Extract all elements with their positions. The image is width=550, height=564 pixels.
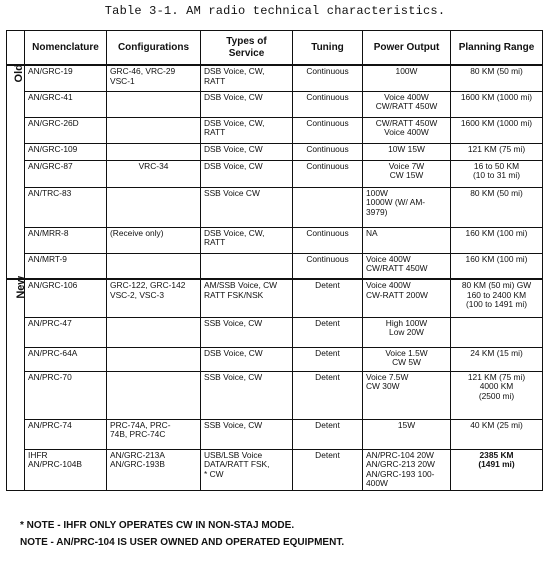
cell-config <box>107 253 201 279</box>
cell-line: 121 KM (75 mi) <box>467 143 526 154</box>
cell-config <box>107 187 201 227</box>
cell-line: 80 KM (50 mi) GW <box>461 280 532 290</box>
cell-line: Continuous <box>306 143 349 154</box>
cell-power <box>363 279 451 317</box>
cell-line: Continuous <box>306 91 349 102</box>
cell-line: Voice 7W <box>388 160 425 171</box>
cell-line: AN/GRC-109 <box>28 143 78 154</box>
cell-tuning <box>293 371 363 419</box>
cell-range <box>451 117 543 143</box>
table-row <box>7 419 543 449</box>
cell-config <box>107 317 201 347</box>
cell-line: (Receive only) <box>110 227 164 238</box>
cell-tuning <box>293 449 363 491</box>
cell-line: SSB Voice, CW <box>204 419 263 430</box>
note-ihfr: * NOTE - IHFR ONLY OPERATES CW IN NON-STAJ MODE. <box>20 520 295 531</box>
cell-line: AN/PRC-47 <box>28 317 72 328</box>
cell-config <box>107 371 201 419</box>
cell-service <box>201 227 293 253</box>
cell-line: 10W 15W <box>388 143 425 154</box>
table-row <box>7 227 543 253</box>
cell-tuning <box>293 143 363 160</box>
cell-line: 100W <box>395 66 418 76</box>
header-tuning: Tuning <box>293 31 363 66</box>
cell-range <box>451 65 543 91</box>
cell-line: AN/MRT-9 <box>28 253 67 264</box>
cell-line: Continuous <box>306 117 349 128</box>
cell-config <box>107 91 201 117</box>
cell-range <box>451 347 543 371</box>
cell-nom <box>25 347 107 371</box>
table-title: Table 3-1. AM radio technical characteristics. <box>104 4 446 18</box>
cell-line: DSB Voice, CW, <box>204 117 265 128</box>
cell-service <box>201 91 293 117</box>
header-nomenclature: Nomenclature <box>25 31 107 66</box>
header-types-line2: Service <box>228 47 265 59</box>
cell-nom <box>25 117 107 143</box>
cell-tuning <box>293 91 363 117</box>
table-row <box>7 253 543 279</box>
cell-line: PRC-74A, PRC- <box>110 419 171 430</box>
cell-line: Continuous <box>306 160 349 171</box>
cell-line: 40 KM (25 mi) <box>470 419 523 430</box>
cell-line: SSB Voice CW <box>204 187 260 198</box>
cell-nom <box>25 187 107 227</box>
cell-service <box>201 160 293 187</box>
cell-line: Continuous <box>306 253 349 264</box>
cell-power <box>363 227 451 253</box>
cell-line: NA <box>366 227 378 238</box>
cell-line: Voice 7.5W <box>366 371 409 382</box>
cell-line: 24 KM (15 mi) <box>470 347 523 358</box>
cell-tuning <box>293 419 363 449</box>
cell-line: Detent <box>315 280 340 290</box>
cell-range <box>451 317 543 347</box>
cell-service <box>201 279 293 317</box>
cell-power <box>363 371 451 419</box>
table-row <box>7 317 543 347</box>
cell-line: DSB Voice, CW <box>204 347 263 358</box>
cell-tuning <box>293 227 363 253</box>
cell-line: CW/RATT 450W <box>375 101 438 112</box>
table-row <box>7 449 543 491</box>
cell-line: 4000 KM <box>479 381 514 392</box>
cell-power <box>363 117 451 143</box>
cell-line: SSB Voice, CW <box>204 371 263 382</box>
table-row <box>7 65 543 91</box>
cell-nom <box>25 143 107 160</box>
cell-config <box>107 449 201 491</box>
cell-config <box>107 347 201 371</box>
table-row <box>7 347 543 371</box>
note-prc104: NOTE - AN/PRC-104 IS USER OWNED AND OPERATED EQUIPMENT. <box>20 537 345 548</box>
cell-line: RATT FSK/NSK <box>204 289 264 300</box>
cell-nom <box>25 253 107 279</box>
cell-line: 1600 KM (1000 mi) <box>460 91 533 102</box>
cell-range <box>451 253 543 279</box>
cell-nom <box>25 227 107 253</box>
cell-line: * CW <box>204 468 224 479</box>
cell-line: CW/RATT 450W <box>366 263 428 274</box>
cell-line: CW 30W <box>366 381 400 392</box>
cell-power <box>363 347 451 371</box>
cell-range <box>451 371 543 419</box>
cell-line: (10 to 31 mi) <box>472 170 520 181</box>
cell-line: 160 to 2400 KM <box>466 289 527 300</box>
cell-line: IHFR <box>28 449 48 460</box>
cell-line: CW 5W <box>392 357 421 368</box>
cell-config <box>107 419 201 449</box>
cell-line: DSB Voice, CW <box>204 91 263 102</box>
cell-line: AN/TRC-83 <box>28 187 72 198</box>
cell-line: Voice 1.5W <box>385 347 428 358</box>
group-header-cell <box>7 31 25 66</box>
cell-line: VSC-2, VSC-3 <box>110 289 164 300</box>
cell-line: AN/MRR-8 <box>28 227 69 238</box>
cell-config <box>107 117 201 143</box>
cell-line: CW 15W <box>389 170 424 181</box>
cell-range <box>451 279 543 317</box>
cell-line: AN/GRC-26D <box>28 117 79 128</box>
cell-line: Detent <box>315 347 340 358</box>
cell-line: USB/LSB Voice <box>204 449 263 460</box>
group-label: Old <box>12 64 25 83</box>
cell-power <box>363 449 451 491</box>
cell-line: Low 20W <box>389 327 424 338</box>
cell-line: 100W <box>366 187 388 198</box>
cell-line: AN/GRC-193 100-400W <box>366 468 435 489</box>
cell-power <box>363 317 451 347</box>
cell-nom <box>25 449 107 491</box>
table-row <box>7 187 543 227</box>
header-planning-range: Planning Range <box>451 31 543 66</box>
cell-line: AN/PRC-74 <box>28 419 72 430</box>
cell-line: CW/RATT 450W <box>375 117 438 128</box>
cell-line: (1491 mi) <box>478 459 515 470</box>
cell-line: 121 KM (75 mi) <box>467 371 526 382</box>
cell-service <box>201 347 293 371</box>
cell-service <box>201 65 293 91</box>
cell-range <box>451 227 543 253</box>
cell-nom <box>25 317 107 347</box>
cell-tuning <box>293 317 363 347</box>
table-row <box>7 279 543 317</box>
header-types-line1: Types of <box>226 36 267 47</box>
cell-tuning <box>293 347 363 371</box>
header-types-of-service <box>201 31 293 66</box>
cell-line: Detent <box>315 449 340 460</box>
cell-nom <box>25 65 107 91</box>
cell-line: 80 KM (50 mi) <box>470 66 523 76</box>
cell-line: SSB Voice, CW <box>204 317 263 328</box>
cell-tuning <box>293 279 363 317</box>
cell-line: DSB Voice, CW, <box>204 66 265 76</box>
cell-service <box>201 317 293 347</box>
cell-line: AN/PRC-70 <box>28 371 72 382</box>
cell-line: 160 KM (100 mi) <box>465 253 528 264</box>
cell-line: Voice 400W <box>366 280 411 290</box>
cell-nom <box>25 279 107 317</box>
cell-line: 1600 KM (1000 mi) <box>460 117 533 128</box>
header-power-output: Power Output <box>363 31 451 66</box>
cell-power <box>363 143 451 160</box>
cell-line: AN/GRC-19 <box>28 66 73 76</box>
cell-line: AM/SSB Voice, CW <box>204 280 278 290</box>
cell-line: 15W <box>397 419 416 430</box>
cell-range <box>451 143 543 160</box>
cell-line: 160 KM (100 mi) <box>465 227 528 238</box>
table-row <box>7 91 543 117</box>
cell-line: DATA/RATT FSK, <box>204 459 270 470</box>
cell-line: (100 to 1491 mi) <box>466 299 527 310</box>
cell-power <box>363 187 451 227</box>
am-radio-table <box>6 30 543 491</box>
cell-range <box>451 449 543 491</box>
cell-power <box>363 253 451 279</box>
cell-config <box>107 160 201 187</box>
cell-line: AN/GRC-41 <box>28 91 73 102</box>
cell-tuning <box>293 117 363 143</box>
cell-nom <box>25 160 107 187</box>
cell-line: GRC-122, GRC-142 <box>110 280 186 290</box>
cell-tuning <box>293 187 363 227</box>
cell-line: 2385 KM <box>479 449 514 460</box>
cell-tuning <box>293 253 363 279</box>
cell-line: CW-RATT 200W <box>366 289 428 300</box>
cell-tuning <box>293 65 363 91</box>
notes <box>20 520 344 554</box>
cell-line: High 100W <box>385 317 428 328</box>
cell-line: (2500 mi) <box>478 390 515 401</box>
cell-line: VSC-1 <box>110 75 135 86</box>
cell-line: Voice 400W <box>384 127 429 138</box>
cell-nom <box>25 419 107 449</box>
cell-range <box>451 91 543 117</box>
cell-line: AN/GRC-193B <box>110 459 165 470</box>
cell-line: Voice 400W <box>366 253 411 264</box>
cell-service <box>201 143 293 160</box>
cell-power <box>363 65 451 91</box>
cell-line: RATT <box>204 237 226 248</box>
cell-range <box>451 187 543 227</box>
cell-line: Continuous <box>306 66 349 76</box>
cell-line: 74B, PRC-74C <box>110 429 166 440</box>
cell-line: AN/PRC-104 20W <box>366 449 434 460</box>
cell-line: RATT <box>204 127 226 138</box>
group-old <box>7 65 25 279</box>
cell-line: GRC-46, VRC-29 <box>110 66 176 76</box>
cell-nom <box>25 91 107 117</box>
cell-line: Continuous <box>306 227 349 238</box>
cell-line: AN/GRC-213A <box>110 449 165 460</box>
cell-nom <box>25 371 107 419</box>
cell-range <box>451 160 543 187</box>
cell-line: AN/PRC-64A <box>28 347 78 358</box>
cell-service <box>201 253 293 279</box>
cell-line: DSB Voice, CW, <box>204 227 265 238</box>
cell-line: AN/PRC-104B <box>28 459 82 470</box>
cell-power <box>363 160 451 187</box>
group-label: New <box>14 276 27 299</box>
cell-service <box>201 449 293 491</box>
cell-line: VRC-34 <box>138 160 169 171</box>
cell-config <box>107 279 201 317</box>
cell-line: DSB Voice, CW <box>204 160 263 171</box>
header-row <box>7 31 543 66</box>
cell-line: 1000W (W/ AM- <box>366 197 426 208</box>
header-configurations: Configurations <box>107 31 201 66</box>
cell-service <box>201 371 293 419</box>
cell-line: Detent <box>315 317 340 328</box>
cell-line: AN/GRC-213 20W <box>366 459 435 470</box>
cell-service <box>201 117 293 143</box>
cell-line: Detent <box>315 419 340 430</box>
cell-service <box>201 187 293 227</box>
table-row <box>7 143 543 160</box>
cell-line: AN/GRC-106 <box>28 280 78 290</box>
cell-config <box>107 143 201 160</box>
cell-line: 3979) <box>366 206 388 217</box>
table-row <box>7 371 543 419</box>
cell-line: 80 KM (50 mi) <box>470 187 523 198</box>
cell-power <box>363 91 451 117</box>
cell-line: 16 to 50 KM <box>473 160 520 171</box>
cell-config <box>107 227 201 253</box>
cell-line: Detent <box>315 371 340 382</box>
cell-line: Voice 400W <box>384 91 429 102</box>
cell-range <box>451 419 543 449</box>
cell-power <box>363 419 451 449</box>
cell-config <box>107 65 201 91</box>
cell-tuning <box>293 160 363 187</box>
cell-service <box>201 419 293 449</box>
cell-line: DSB Voice, CW <box>204 143 263 154</box>
table-row <box>7 160 543 187</box>
table-row <box>7 117 543 143</box>
cell-line: RATT <box>204 75 226 86</box>
group-new <box>7 276 27 491</box>
cell-line: AN/GRC-87 <box>28 160 73 171</box>
